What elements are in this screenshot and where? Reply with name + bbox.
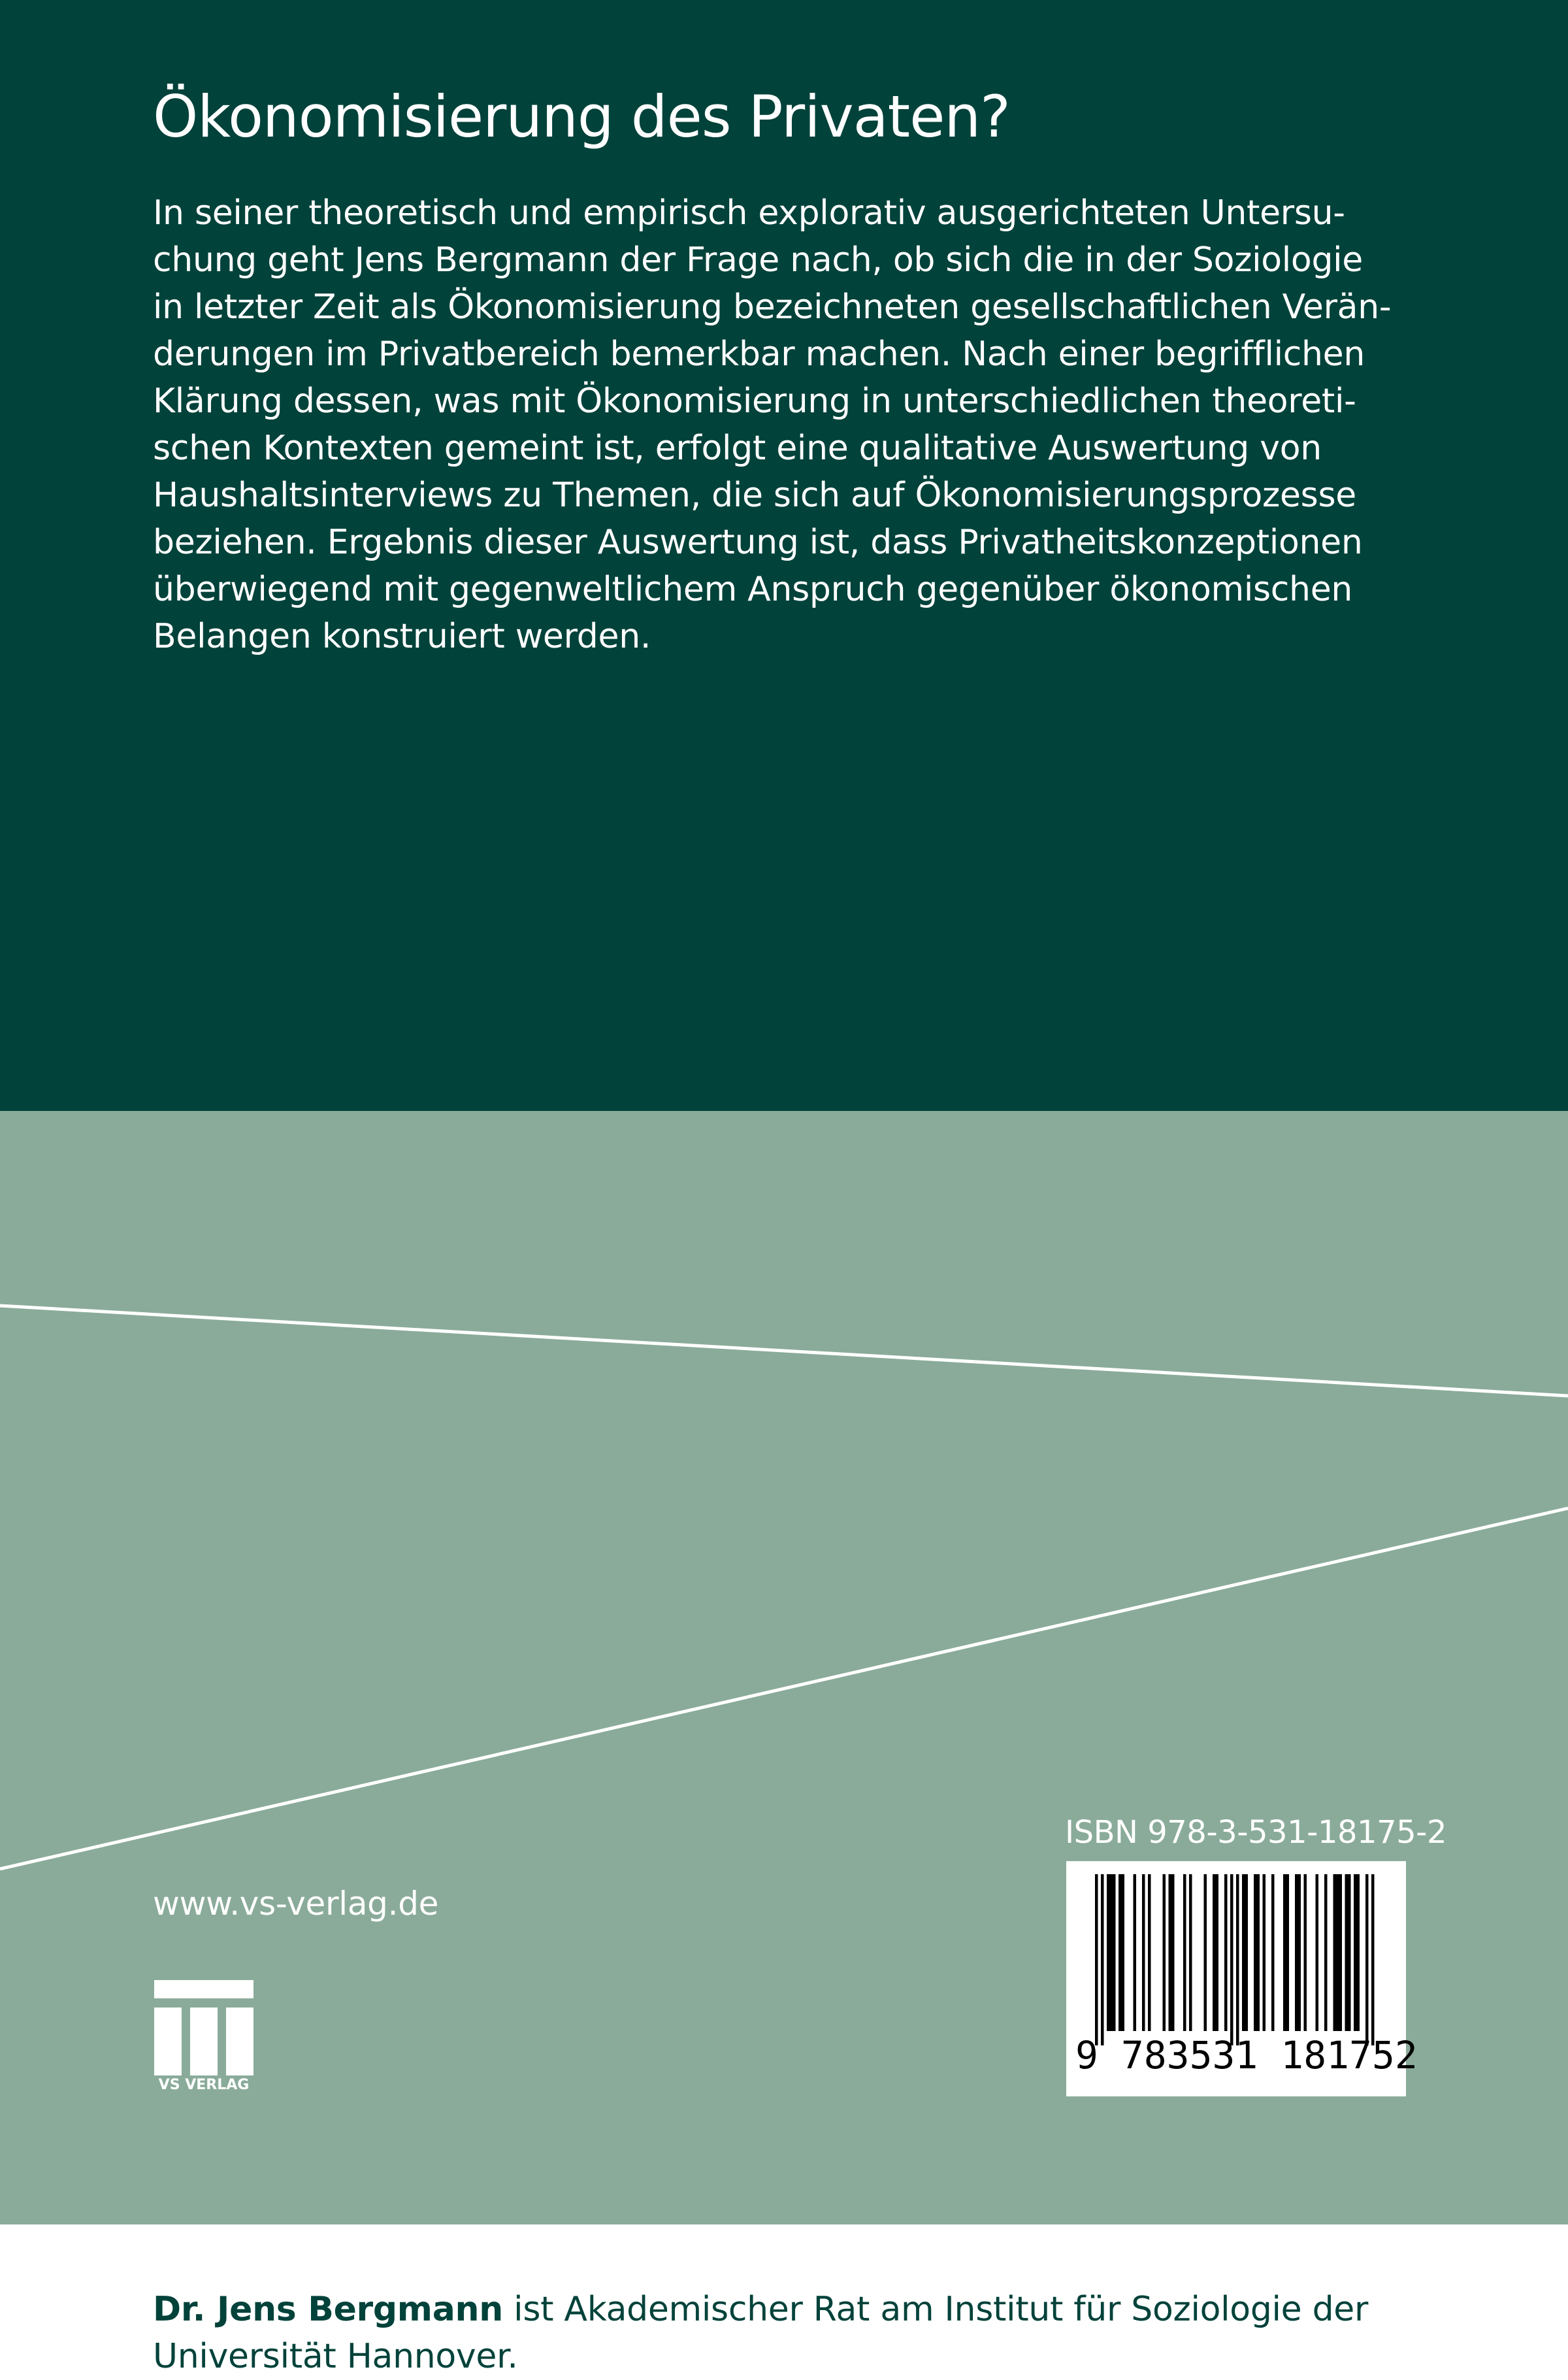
barcode-bar [1242,1874,1245,2031]
publisher-logo [154,1980,253,2095]
barcode-bar [1271,1874,1275,2031]
barcode-bar [1119,1874,1122,2031]
barcode-bar [1254,1874,1257,2031]
barcode-bar [1122,1874,1125,2031]
blurb-line: Haushaltsinterviews zu Themen, die sich auf Ökonomisierungsprozesse [153,476,1356,515]
barcode-bar [1336,1874,1339,2031]
blurb-line: beziehen. Ergebnis dieser Auswertung ist, dass Privatheitskonzeptionen [153,523,1363,562]
barcode-bar [1113,1874,1116,2031]
book-blurb [153,190,1392,660]
blurb-line: in letzter Zeit als Ökonomisierung bezeichneten gesellschaftlichen Verän- [153,288,1392,327]
barcode-bar [1142,1874,1145,2031]
barcode-bar [1345,1874,1348,2031]
barcode-bar [1216,1874,1219,2031]
barcode-bar [1224,1874,1228,2031]
vs-logo-icon [154,1980,253,2075]
blurb-line: Belangen konstruiert werden. [153,617,651,656]
publisher-url[interactable]: www.vs-verlag.de [153,1885,439,1923]
author-name: Dr. Jens Bergmann [153,2290,503,2329]
blurb-line: In seiner theoretisch und empirisch explorativ ausgerichteten Untersu- [153,193,1345,233]
barcode-bar [1371,1874,1375,2045]
barcode-bar [1183,1874,1186,2031]
isbn-barcode [1066,1861,1418,2096]
barcode-bar [1283,1874,1286,2031]
blurb-line: Klärung dessen, was mit Ökonomisierung in unterschiedlichen theoreti- [153,382,1356,421]
barcode-bar [1316,1874,1319,2031]
barcode-bar [1339,1874,1343,2031]
barcode-bar [1304,1874,1307,2031]
barcode-bar [1245,1874,1249,2031]
barcode-bar [1348,1874,1351,2031]
barcode-bar [1357,1874,1360,2031]
cover-bottom-band [0,1111,1568,2376]
blurb-line: derungen im Privatbereich bemerkbar machen. Nach einer begrifflichen [153,335,1365,374]
blurb-line: schen Kontexten gemeint ist, erfolgt eine qualitative Auswertung von [153,429,1322,468]
barcode-bar [1286,1874,1290,2031]
blurb-line: überwiegend mit gegenweltlichem Anspruch gegenüber ökonomischen [153,570,1353,609]
barcode-bar [1204,1874,1207,2031]
barcode-bar [1263,1874,1266,2031]
barcode-bar [1230,1874,1233,2045]
barcode-bar [1257,1874,1260,2031]
barcode-bar [1095,1874,1098,2045]
barcode-bar [1189,1874,1192,2031]
barcode-digits: 9 783531 181752 [1075,2033,1418,2077]
author-description: ist Akademischer Rat am Institut für Soziologie der Universität Hannover. [153,2290,1369,2376]
barcode-bar [1171,1874,1175,2031]
barcode-bar [1298,1874,1301,2031]
blurb-line: chung geht Jens Bergmann der Frage nach, ob sich die in der Soziologie [153,240,1363,280]
author-bio [153,2286,1433,2380]
isbn-label: ISBN 978-3-531-18175-2 [1065,1814,1447,1851]
cover-top-band [0,0,1568,1111]
barcode-bar [1110,1874,1113,2031]
barcode-bar [1148,1874,1151,2031]
book-title: Ökonomisierung des Privaten? [153,83,1010,150]
barcode-bar [1295,1874,1298,2031]
deco-line-upper [0,1306,1568,1396]
barcode-bar [1324,1874,1328,2031]
barcode-bar [1213,1874,1216,2031]
barcode-bar [1354,1874,1357,2031]
barcode-bar [1163,1874,1166,2031]
barcode-bar [1236,1874,1239,2045]
barcode-bar [1333,1874,1337,2031]
barcode-bar [1107,1874,1110,2031]
barcode-bar [1365,1874,1369,2045]
barcode-bar [1169,1874,1172,2031]
barcode-bar [1101,1874,1104,2045]
logo-text: VS VERLAG [158,2077,250,2093]
barcode-bar [1134,1874,1137,2031]
